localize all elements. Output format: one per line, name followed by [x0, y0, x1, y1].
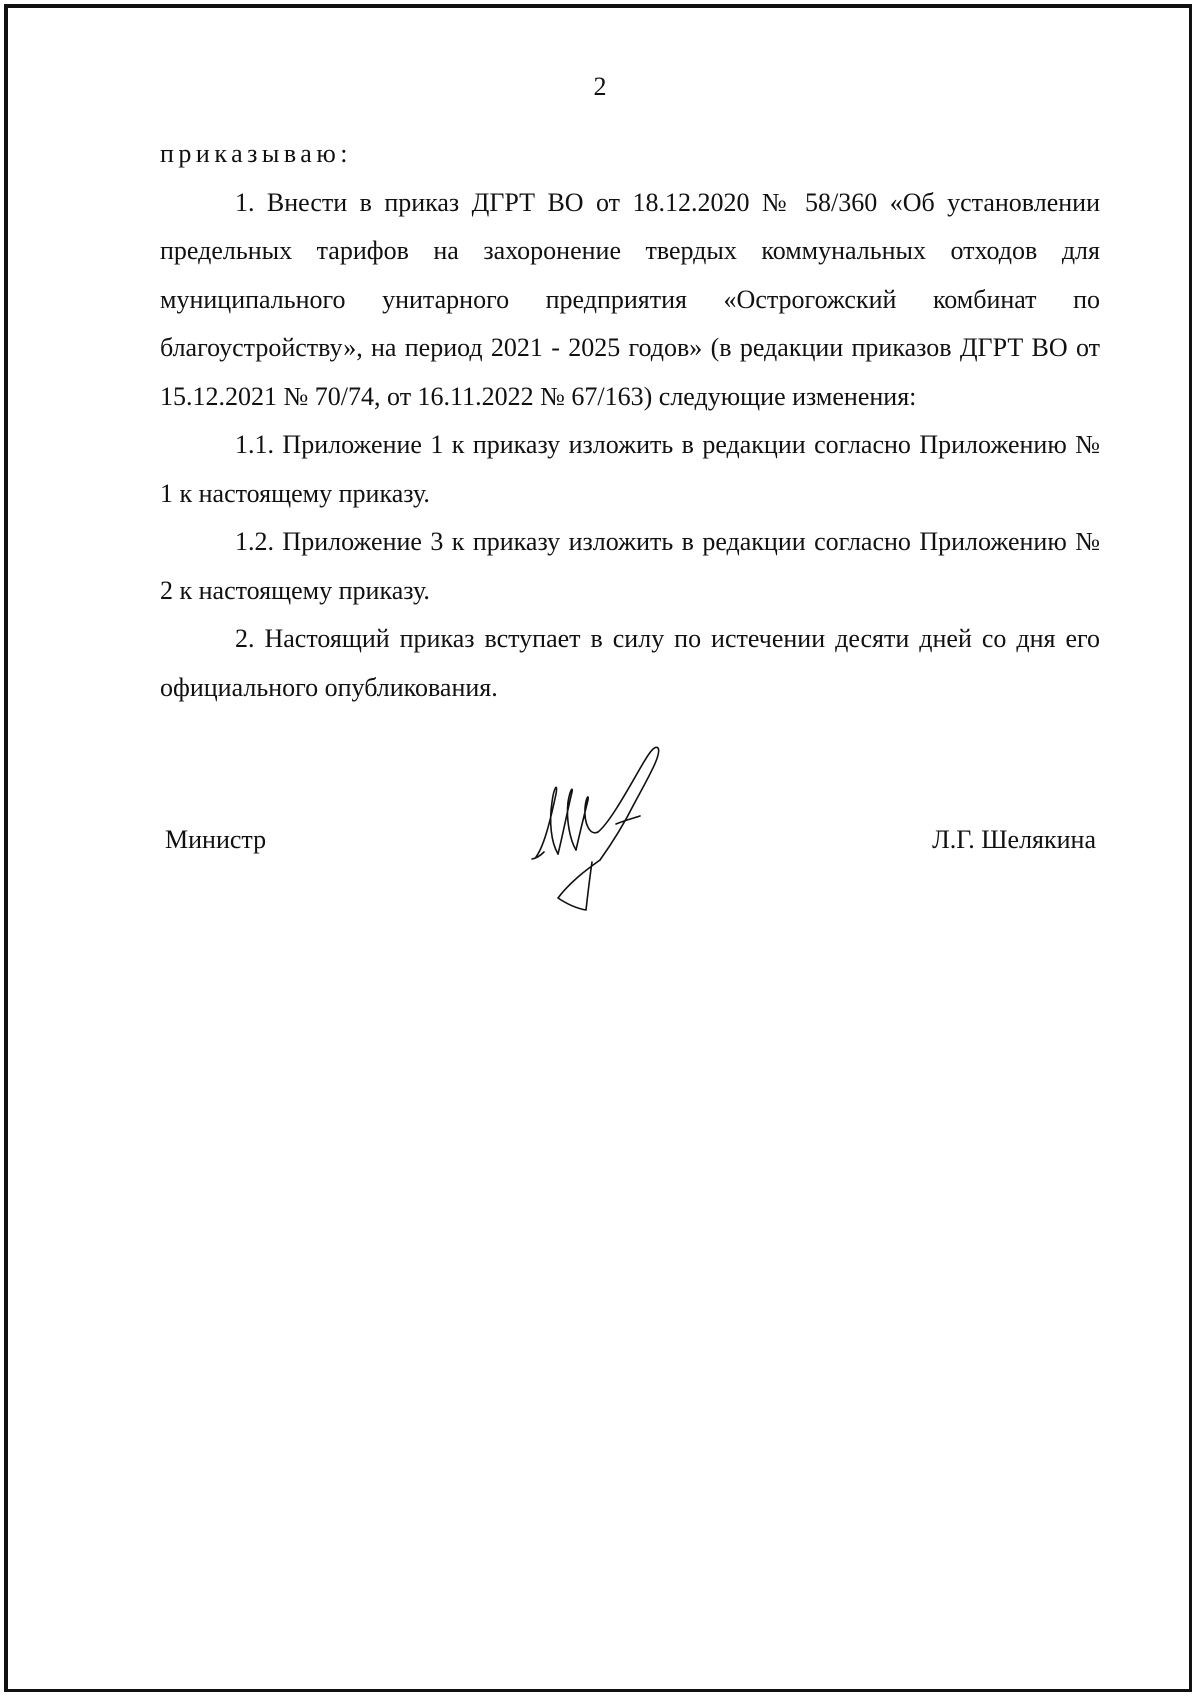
paragraph-1: 1. Внести в приказ ДГРТ ВО от 18.12.2020 № 58/360 «Об установлении предельных тарифов на захоронение твердых коммунальных отходов для муниципального унитарного предприятия «Острогожский комбинат по благоустройству», на период 2021 - 2025 годов» (в редакции приказов ДГРТ ВО от 15.12.2021 № 70/74, от 16.11.2022 № 67/163) следующие изменения:: [160, 187, 1100, 411]
handwritten-signature: [530, 742, 680, 912]
order-lead-word: приказываю:: [160, 139, 352, 168]
paragraph-1-1: 1.1. Приложение 1 к приказу изложить в редакции согласно Приложению № 1 к настоящему приказу.: [160, 430, 1100, 508]
signer-name: Л.Г. Шелякина: [932, 825, 1096, 854]
page-number: 2: [593, 72, 607, 101]
paragraph-1-2: 1.2. Приложение 3 к приказу изложить в редакции согласно Приложению № 2 к настоящему приказу.: [160, 527, 1100, 605]
document-body: [160, 130, 1100, 712]
paragraph-2: 2. Настоящий приказ вступает в силу по истечении десяти дней со дня его официального опубликования.: [160, 624, 1100, 702]
signer-position: Министр: [165, 825, 267, 854]
